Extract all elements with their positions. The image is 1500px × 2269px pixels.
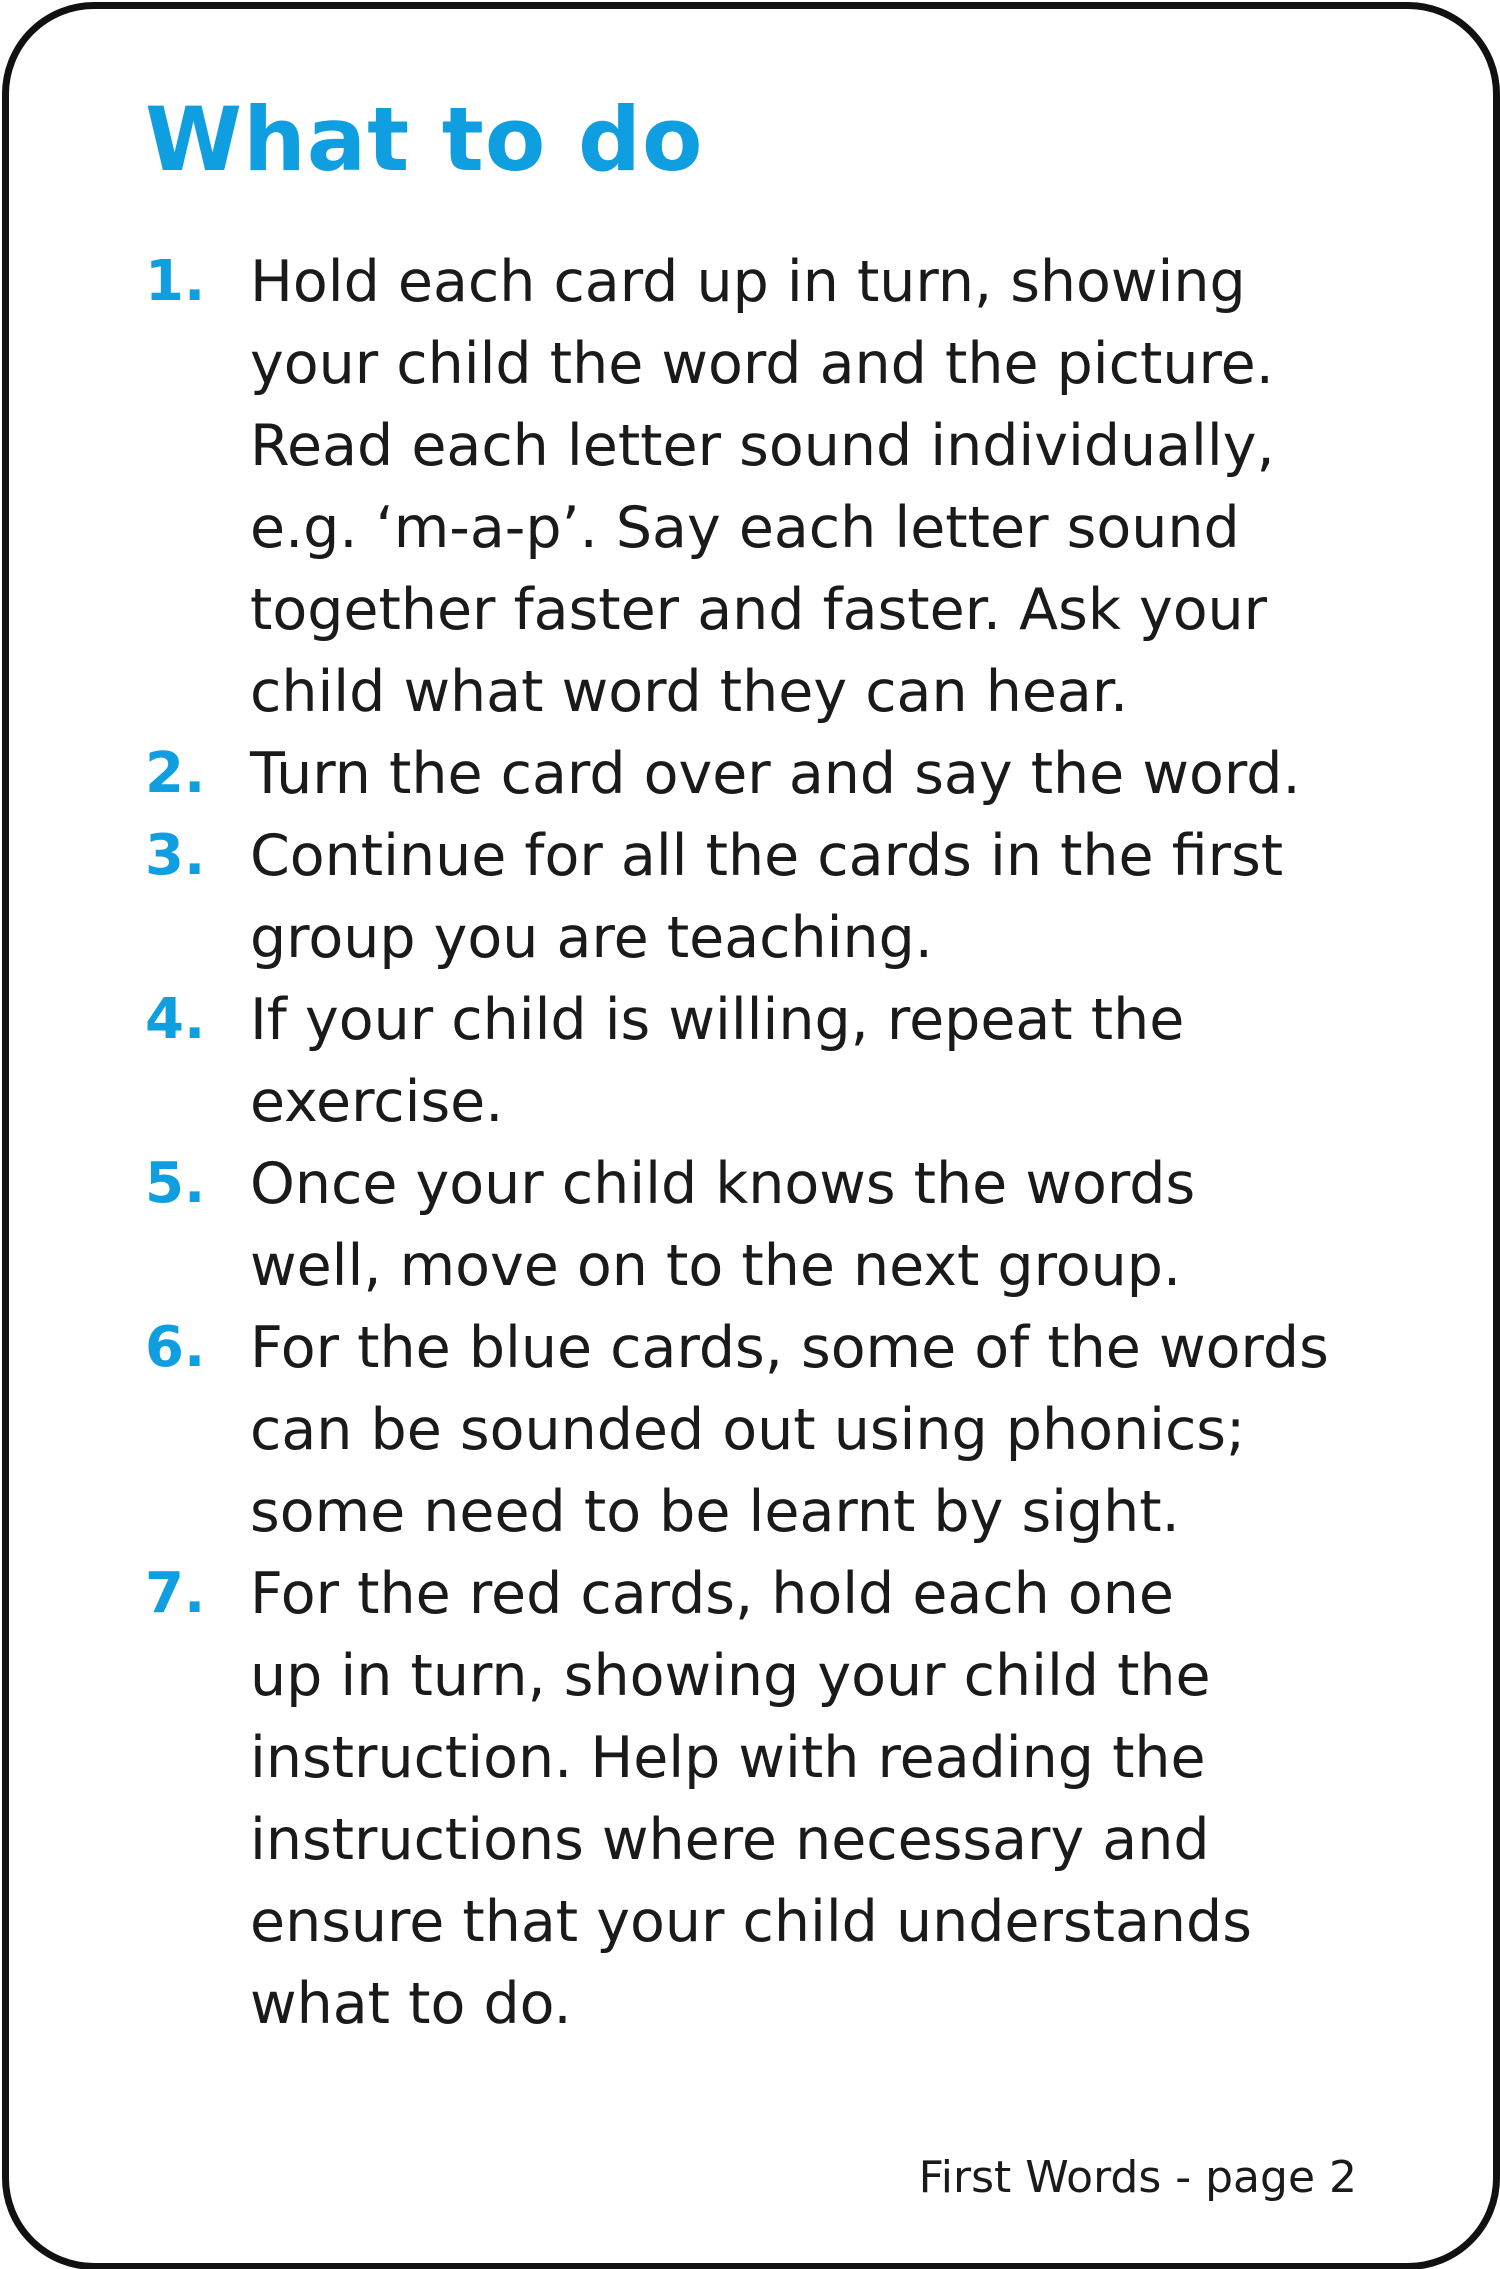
- step-item: [145, 979, 1365, 1143]
- step-item: [145, 1553, 1365, 2045]
- step-number: 2.: [145, 741, 206, 806]
- step-number: 3.: [145, 823, 206, 888]
- step-item: [145, 733, 1365, 815]
- step-item: [145, 815, 1365, 979]
- step-text: Continue for all the cards in the first group you are teaching.: [250, 823, 1284, 971]
- step-item: [145, 241, 1365, 733]
- page-footer: First Words - page 2: [918, 2152, 1357, 2203]
- step-number: 4.: [145, 987, 206, 1052]
- step-text: Hold each card up in turn, showing your child the word and the picture. Read each letter sound individually, e.g. ‘m-a-p’. Say each letter sound together faster and faster. Ask your child what word they can hear.: [250, 249, 1275, 725]
- step-text: For the red cards, hold each one up in turn, showing your child the instruction. Help with reading the instructions where necessary and ensure that your child understands what to do.: [250, 1561, 1252, 2037]
- step-text: Turn the card over and say the word.: [250, 741, 1301, 807]
- step-item: [145, 1307, 1365, 1553]
- page-title: What to do: [145, 88, 704, 191]
- step-text: For the blue cards, some of the words can be sounded out using phonics; some need to be learnt by sight.: [250, 1315, 1329, 1545]
- step-number: 6.: [145, 1315, 206, 1380]
- step-text: Once your child knows the words well, move on to the next group.: [250, 1151, 1196, 1299]
- step-number: 1.: [145, 249, 206, 314]
- step-text: If your child is willing, repeat the exercise.: [250, 987, 1185, 1135]
- step-item: [145, 1143, 1365, 1307]
- step-number: 7.: [145, 1561, 206, 1626]
- step-number: 5.: [145, 1151, 206, 1216]
- steps-list: [145, 241, 1365, 2045]
